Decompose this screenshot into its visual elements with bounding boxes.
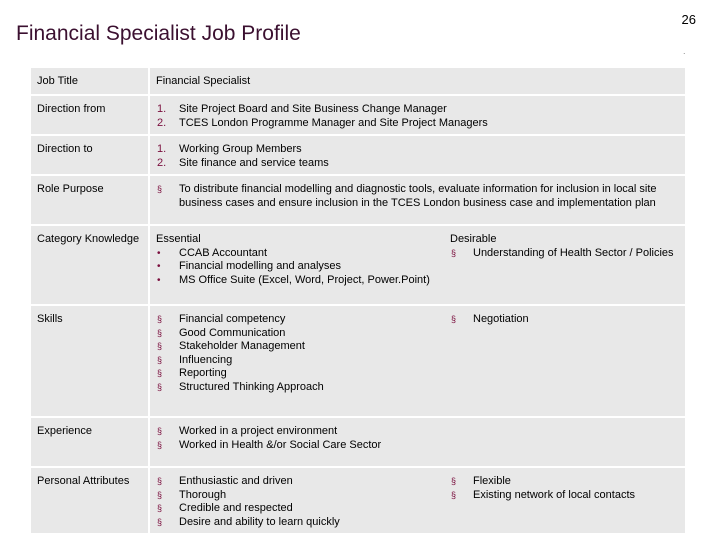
- square-bullet-icon: §: [157, 489, 163, 500]
- essential-skills: [150, 306, 444, 418]
- list-item-text: Thorough: [179, 488, 227, 501]
- essential-heading: Essential: [156, 233, 201, 245]
- list-item: [156, 313, 438, 327]
- list-item-text: Desire and ability to learn quickly: [179, 515, 340, 528]
- list-item: [450, 489, 679, 503]
- label-direction-to: Direction to: [31, 136, 150, 176]
- list-item-text: Site finance and service teams: [179, 156, 329, 169]
- list-item: [156, 381, 438, 395]
- list-item-text: CCAB Accountant: [179, 246, 268, 259]
- square-bullet-icon: §: [451, 489, 457, 500]
- corner-mark: .: [683, 46, 686, 56]
- bullet-icon: •: [157, 261, 161, 272]
- list-item: [156, 367, 438, 381]
- list-item: [156, 103, 679, 117]
- list-item: [156, 260, 438, 274]
- list-item-text: Worked in a project environment: [179, 425, 338, 437]
- list-item: [156, 157, 679, 171]
- row-experience: [31, 418, 685, 468]
- list-item-text: Negotiation: [473, 313, 529, 325]
- list-item: [450, 475, 679, 489]
- value-direction-to: [150, 136, 685, 176]
- row-direction-to: [31, 136, 685, 176]
- value-experience: [150, 418, 444, 468]
- label-personal-attributes: Personal Attributes: [31, 468, 150, 535]
- value-direction-from: [150, 96, 685, 136]
- list-item-text: Existing network of local contacts: [473, 488, 636, 501]
- square-bullet-icon: §: [451, 476, 457, 486]
- list-item: [156, 475, 438, 489]
- square-bullet-icon: §: [157, 314, 163, 324]
- list-item-text: Stakeholder Management: [179, 340, 305, 352]
- list-item-text: Influencing: [179, 353, 233, 366]
- row-direction-from: [31, 96, 685, 136]
- list-item-text: TCES London Programme Manager and Site Project Managers: [179, 116, 488, 129]
- page-number: 26: [681, 12, 696, 27]
- square-bullet-icon: §: [451, 314, 457, 324]
- label-category-knowledge: Category Knowledge: [31, 226, 150, 306]
- row-skills: [31, 306, 685, 418]
- list-item-text: Enthusiastic and driven: [179, 475, 293, 487]
- list-item-text: Flexible: [473, 475, 511, 487]
- square-bullet-icon: §: [157, 476, 163, 486]
- row-job-title: [31, 68, 685, 96]
- desirable-category-knowledge: [444, 226, 685, 306]
- bullet-icon: •: [157, 274, 161, 286]
- row-category-knowledge: [31, 226, 685, 306]
- list-item-text: Credible and respected: [179, 502, 293, 514]
- list-item: [156, 247, 438, 261]
- role-purpose-text: To distribute financial modelling and diagnostic tools, evaluate information for inclusion in local site business cases and ensure inclusion in the TCES London business case and implementation plan: [179, 183, 657, 209]
- list-item: [156, 183, 679, 210]
- square-bullet-icon: §: [157, 516, 163, 527]
- list-item: [156, 516, 438, 530]
- label-job-title: Job Title: [31, 68, 150, 96]
- row-personal-attributes: [31, 468, 685, 535]
- square-bullet-icon: §: [157, 341, 163, 351]
- square-bullet-icon: §: [157, 439, 163, 450]
- list-item: [156, 489, 438, 503]
- list-item: [156, 354, 438, 368]
- list-item-text: Reporting: [179, 367, 227, 379]
- bullet-icon: •: [157, 247, 161, 259]
- square-bullet-icon: §: [157, 426, 163, 436]
- list-item-text: MS Office Suite (Excel, Word, Project, Power.Point): [179, 273, 430, 286]
- list-item: [156, 439, 438, 453]
- list-item-text: Understanding of Health Sector / Policies: [473, 246, 674, 259]
- job-profile-table: [31, 68, 685, 535]
- list-item: [156, 274, 438, 288]
- list-item: [156, 117, 679, 131]
- list-item: [156, 502, 438, 516]
- empty-desirable-experience: [444, 418, 685, 468]
- list-number: 1.: [157, 143, 167, 155]
- list-item-text: Site Project Board and Site Business Change Manager: [179, 103, 447, 115]
- list-number: 2.: [157, 116, 167, 129]
- list-item: [156, 327, 438, 341]
- slide-title: Financial Specialist Job Profile: [16, 22, 301, 45]
- value-role-purpose: [150, 176, 685, 226]
- list-number: 2.: [157, 156, 167, 169]
- square-bullet-icon: §: [157, 381, 163, 392]
- list-number: 1.: [157, 103, 167, 115]
- list-item: [156, 340, 438, 354]
- square-bullet-icon: §: [451, 247, 457, 258]
- desirable-heading: Desirable: [450, 233, 497, 245]
- list-item-text: Structured Thinking Approach: [179, 380, 324, 393]
- list-item: [450, 313, 679, 327]
- desirable-skills: [444, 306, 685, 418]
- essential-personal-attributes: [150, 468, 444, 535]
- essential-category-knowledge: [150, 226, 444, 306]
- square-bullet-icon: §: [157, 368, 163, 378]
- list-item-text: Financial competency: [179, 313, 286, 325]
- row-role-purpose: [31, 176, 685, 226]
- label-skills: Skills: [31, 306, 150, 418]
- label-role-purpose: Role Purpose: [31, 176, 150, 226]
- label-direction-from: Direction from: [31, 96, 150, 136]
- list-item: [450, 247, 679, 261]
- list-item-text: Financial modelling and analyses: [179, 260, 342, 272]
- square-bullet-icon: §: [157, 327, 163, 338]
- list-item-text: Good Communication: [179, 326, 286, 339]
- list-item-text: Worked in Health &/or Social Care Sector: [179, 438, 382, 451]
- list-item: [156, 143, 679, 157]
- desirable-personal-attributes: [444, 468, 685, 535]
- label-experience: Experience: [31, 418, 150, 468]
- list-item-text: Working Group Members: [179, 143, 302, 155]
- list-item: [156, 425, 438, 439]
- square-bullet-icon: §: [157, 184, 163, 194]
- square-bullet-icon: §: [157, 503, 163, 513]
- value-job-title: Financial Specialist: [150, 68, 685, 96]
- square-bullet-icon: §: [157, 354, 163, 365]
